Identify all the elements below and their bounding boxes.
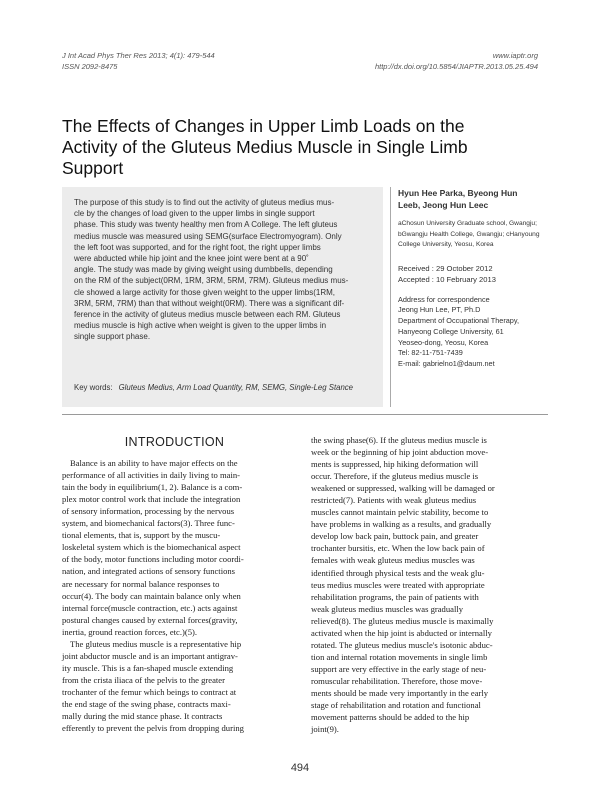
- body-line: system, and biomechanical factors(3). Three func-: [62, 518, 235, 529]
- abstract-line: cle by the changes of load given to the upper limbs in single support: [74, 209, 315, 219]
- body-line: inertia, ground reaction forces, etc.)(5).: [62, 626, 198, 637]
- abstract-text: [74, 197, 372, 343]
- correspondence: [398, 295, 548, 371]
- body-line: of sensory information, processing by the nervous: [62, 506, 235, 517]
- body-column-left: [62, 436, 287, 734]
- body-line: trochanter of the femur which beings to contract at: [62, 686, 237, 697]
- article-dates: [398, 263, 548, 285]
- body-line: occur(4). The body can maintain balance only when: [62, 590, 241, 601]
- abstract-line: The purpose of this study is to find out the activity of gluteus medius mus-: [74, 198, 335, 207]
- section-heading-introduction: INTRODUCTION: [124, 435, 225, 449]
- received-date: Received : 29 October 2012: [398, 263, 493, 273]
- body-column-right: [311, 434, 536, 735]
- abstract-line: medius muscle is high active when weight is given to the upper limbs in: [74, 321, 327, 331]
- body-line: muscles cannot maintain pelvic stability, become to: [311, 507, 489, 518]
- abstract-line: ference in the activity of gluteus medius muscle between each RM. Gluteus: [74, 310, 341, 320]
- body-line: support are very effective in the early stage of neu-: [311, 663, 487, 674]
- body-line: the end stage of the swing phase, contracts maxi-: [62, 698, 231, 709]
- abstract-line: cle showed a large activity for those given weight to the upper limbs(1RM,: [74, 287, 336, 297]
- keywords-label: Key words:: [74, 383, 113, 392]
- body-line: relieved(8). The gluteus medius muscle is maximally: [311, 615, 494, 626]
- body-line: females with weak gluteus medius muscles was: [311, 555, 475, 566]
- body-line: nation, and integrated actions of sensory functions: [62, 566, 236, 577]
- abstract-line: angle. The study was made by giving weight using dumbbells, depending: [74, 265, 333, 275]
- body-line: mally during the mid stance phase. It contracts: [62, 711, 223, 722]
- body-line: efferently to prevent the pelvis from dropping during: [62, 723, 244, 734]
- correspondence-email[interactable]: E-mail: gabrielno1@daum.net: [398, 359, 495, 369]
- running-header-right: [375, 50, 538, 72]
- body-line: teus medius muscles were treated with appropriate: [311, 579, 485, 590]
- abstract-line: were abducted while hip joint and the knee joint were bent at a 90˚: [74, 254, 309, 264]
- body-line: from the crista iliaca of the pelvis to the greater: [62, 674, 225, 685]
- body-line: occur. Therefore, if the gluteus medius muscle is: [311, 471, 479, 482]
- body-line: are necessary for normal balance responses to: [62, 578, 220, 589]
- body-line: Balance is an ability to have major effects on the: [70, 458, 238, 469]
- correspondence-line: Tel: 82-11-751-7439: [398, 348, 463, 358]
- affiliation-line: aChosun University Graduate school, Gwangju;: [398, 220, 537, 227]
- body-line: movement patterns should be added to the hip: [311, 712, 470, 723]
- body-line: loskeletal system which is the biomechanical aspect: [62, 542, 241, 553]
- affiliations: [398, 219, 548, 251]
- title-line: Activity of the Gluteus Medius Muscle in Single Limb: [62, 137, 468, 157]
- correspondence-line: Yeoseo-dong, Yeosu, Korea: [398, 337, 489, 347]
- body-line: activated when the hip joint is abducted or internally: [311, 627, 492, 638]
- body-line: develop low back pain, buttock pain, and greater: [311, 531, 479, 542]
- body-line: weak gluteus medius muscles was gradually: [311, 603, 464, 614]
- body-line: restricted(7). Patients with weak gluteus medius: [311, 495, 477, 506]
- correspondence-line: Address for correspondence: [398, 294, 490, 304]
- body-line: The gluteus medius muscle is a representative hip: [70, 638, 242, 649]
- abstract-line: phase. This study was twenty healthy men from A College. The left gluteus: [74, 220, 338, 230]
- body-line: ments should be made very importantly in the early: [311, 687, 489, 698]
- body-line: joint abductor muscle and is an important antigrav-: [62, 650, 238, 661]
- body-line: joint(9).: [311, 724, 339, 735]
- issn: ISSN 2092-8475: [62, 62, 118, 71]
- divider-vertical: [390, 187, 391, 407]
- body-line: plex motor control work that include the integration: [62, 494, 241, 505]
- abstract-line: the left foot was supported, and for the right foot, the right upper limbs: [74, 242, 321, 252]
- divider-horizontal: [62, 414, 548, 415]
- keywords: [74, 383, 353, 392]
- author-line: Leeb, Jeong Hun Leec: [398, 200, 489, 210]
- abstract-line: 3RM, 5RM, 7RM) than that without weight(0RM). There was a significant dif-: [74, 298, 345, 308]
- running-header-left: [62, 50, 215, 72]
- body-line: trochanter bursitis, etc. When the low back pain of: [311, 543, 485, 554]
- correspondence-line: Department of Occupational Therapy,: [398, 316, 520, 326]
- journal-citation: J Int Acad Phys Ther Res 2013; 4(1): 479-544: [62, 51, 215, 60]
- title-line: The Effects of Changes in Upper Limb Loads on the: [62, 116, 465, 136]
- body-line: tion and internal rotation movements in single limb: [311, 651, 488, 662]
- body-line: tain the body in equilibrium(1, 2). Balance is a com-: [62, 482, 243, 493]
- body-line: of the body, motor functions including motor coordi-: [62, 554, 244, 565]
- affiliation-line: bGwangju Health College, Gwangju; cHanyoung: [398, 230, 540, 238]
- author-names: [398, 187, 548, 211]
- title-line: Support: [62, 158, 124, 178]
- body-line: romuscular rehabilitation. Therefore, those move-: [311, 675, 483, 686]
- page-number: 494: [290, 762, 310, 774]
- journal-website-link[interactable]: www.iaptr.org: [492, 51, 538, 60]
- body-line: rotated. The gluteus medius muscle's isotonic abduc-: [311, 639, 493, 650]
- body-line: rehabilitation programs, the pain of patients with: [311, 591, 479, 602]
- body-line: weakened or suppressed, walking will be damaged or: [311, 483, 495, 494]
- keywords-value: Gluteus Medius, Arm Load Quantity, RM, SEMG, Single-Leg Stance: [118, 383, 354, 392]
- abstract-line: single support phase.: [74, 332, 151, 342]
- article-title: [62, 116, 542, 179]
- body-line: have problems in walking as a results, and gradually: [311, 519, 492, 530]
- doi-link[interactable]: http://dx.doi.org/10.5854/JIAPTR.2013.05.25.494: [374, 62, 538, 71]
- body-line: week or the beginning of hip joint abduction move-: [311, 447, 489, 458]
- body-line: ity muscle. This is a fan-shaped muscle extending: [62, 662, 234, 673]
- body-line: ments is suppressed, hip hiking deformation will: [311, 459, 479, 470]
- abstract-line: medius muscle was measured using SEMG(surface Electromyogram). Only: [74, 231, 342, 241]
- body-line: performance of all activities in daily living to main-: [62, 470, 241, 481]
- body-line: postural changes caused by external forces(gravity,: [62, 614, 238, 625]
- correspondence-line: Jeong Hun Lee, PT, Ph.D: [398, 305, 481, 315]
- author-line: Hyun Hee Parka, Byeong Hun: [398, 188, 518, 198]
- body-line: identified through physical tests and the weak glu-: [311, 567, 485, 578]
- body-line: stage of rehabilitation and rotation and functional: [311, 700, 481, 711]
- affiliation-line: College University, Yeosu, Korea: [398, 241, 494, 248]
- abstract-box: [62, 187, 383, 407]
- accepted-date: Accepted : 10 February 2013: [398, 274, 496, 284]
- author-info: [398, 187, 548, 370]
- body-line: internal force(muscle contraction, etc.) acts against: [62, 602, 238, 613]
- body-line: the swing phase(6). If the gluteus medius muscle is: [311, 435, 487, 445]
- abstract-line: on the RM of the subject(0RM, 1RM, 3RM, 5RM, 7RM). Gluteus medius mus-: [74, 276, 349, 286]
- body-line: tional elements, that is, support by the muscu-: [62, 530, 221, 541]
- correspondence-line: Hanyeong College University, 61: [398, 326, 504, 336]
